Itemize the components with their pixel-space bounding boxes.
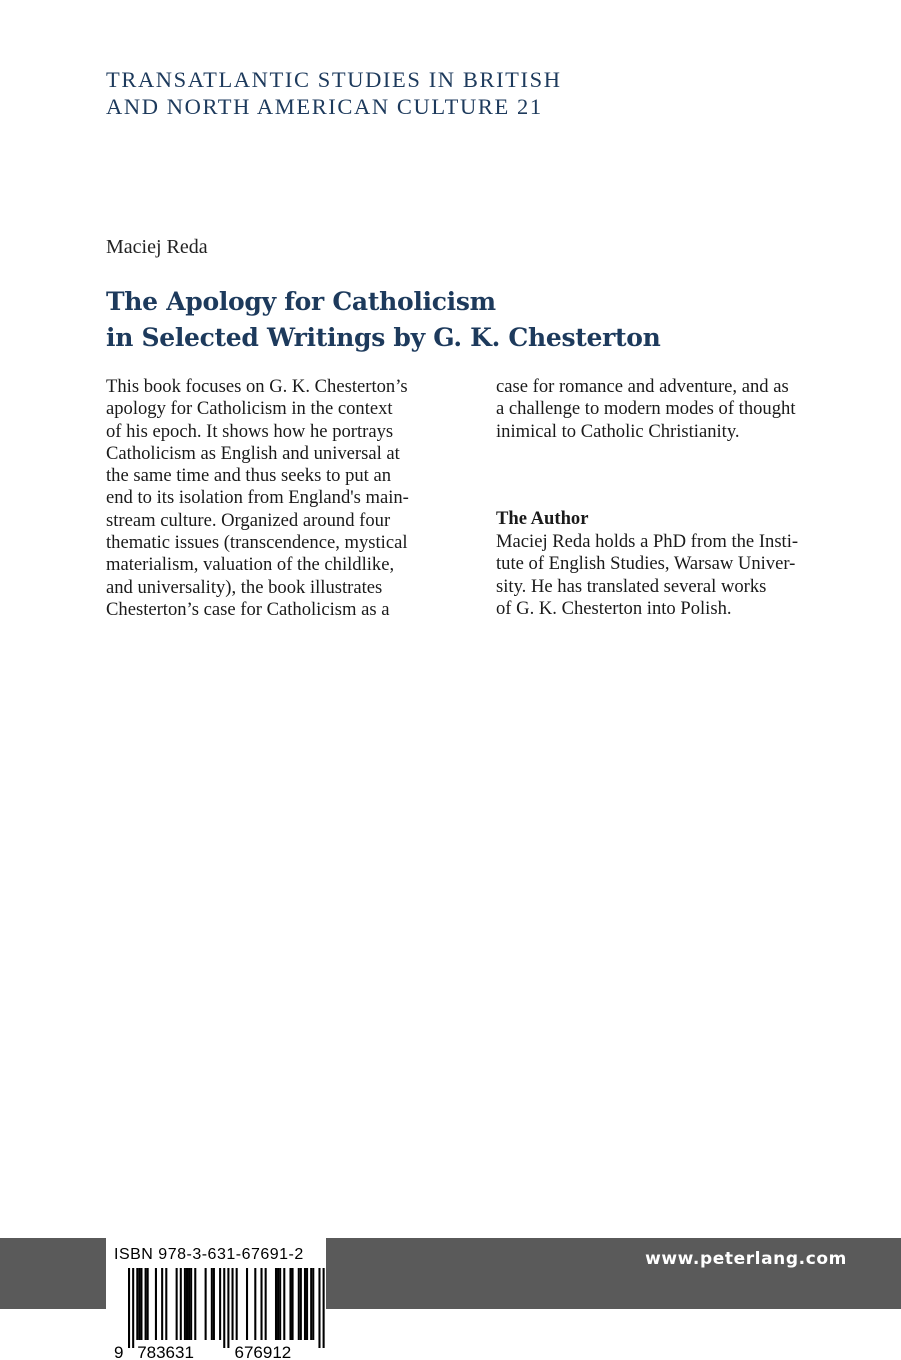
about-author-line: tute of English Studies, Warsaw Univer-	[496, 553, 796, 575]
barcode-bar	[161, 1268, 163, 1340]
barcode-bar	[136, 1268, 138, 1340]
blurb-line: This book focuses on G. K. Chesterton’s	[106, 376, 408, 397]
series-title	[106, 66, 806, 120]
barcode-box	[106, 1238, 326, 1360]
blurb-line: case for romance and adventure, and as	[496, 376, 789, 397]
barcode-bar	[292, 1268, 294, 1340]
barcode-bar	[254, 1268, 256, 1340]
blurb-line: stream culture. Organized around four	[106, 509, 391, 531]
series-title-line-2: AND NORTH AMERICAN CULTURE 21	[106, 94, 543, 119]
barcode-bar	[128, 1268, 130, 1348]
barcode-bar	[283, 1268, 285, 1340]
barcode-digits: 676912	[234, 1343, 292, 1360]
barcode-bar	[147, 1268, 149, 1340]
barcode-bar	[223, 1268, 225, 1348]
barcode-bar	[219, 1268, 221, 1340]
barcode-bar	[304, 1268, 306, 1340]
about-author-line: of G. K. Chesterton into Polish.	[496, 597, 732, 619]
isbn-barcode	[106, 1238, 326, 1360]
barcode-bar	[140, 1268, 142, 1340]
barcode-digits: 783631	[137, 1343, 194, 1360]
barcode-bar	[277, 1268, 279, 1340]
blurb-line: Catholicism as English and universal at	[106, 442, 400, 464]
barcode-bar	[184, 1268, 186, 1340]
barcode-bar	[246, 1268, 248, 1340]
blurb-line: inimical to Catholic Christianity.	[496, 420, 740, 442]
book-title-line-2: in Selected Writings by G. K. Chesterton	[106, 323, 661, 352]
author-name: Maciej Reda	[106, 236, 208, 258]
barcode-bar	[180, 1268, 182, 1340]
barcode-bar	[260, 1268, 262, 1340]
barcode-bar	[155, 1268, 157, 1340]
blurb-line: end to its isolation from England's main-	[106, 487, 409, 509]
publisher-website: www.peterlang.com	[645, 1249, 847, 1269]
isbn-label: ISBN 978-3-631-67691-2	[114, 1246, 304, 1263]
barcode-bar	[312, 1268, 314, 1340]
barcode-bar	[211, 1268, 213, 1340]
barcode-bar	[138, 1268, 140, 1340]
barcode-bar	[265, 1268, 267, 1340]
barcode-bar	[318, 1268, 320, 1348]
about-author-line: Maciej Reda holds a PhD from the Insti-	[496, 531, 799, 552]
blurb-left-column	[106, 376, 476, 621]
barcode-bar	[145, 1268, 147, 1340]
book-title	[106, 284, 866, 356]
book-title-line-1: The Apology for Catholicism	[106, 287, 496, 316]
blurb-line: of his epoch. It shows how he portrays	[106, 420, 394, 442]
barcode-bar	[213, 1268, 215, 1340]
barcode-bar	[227, 1268, 229, 1348]
about-author-text	[496, 531, 798, 620]
barcode-bar	[236, 1268, 238, 1340]
barcode-digits: 9	[114, 1343, 124, 1360]
barcode-bar	[300, 1268, 302, 1340]
about-author-heading: The Author	[496, 508, 589, 529]
barcode-bar	[190, 1268, 192, 1340]
blurb-line: thematic issues (transcendence, mystical	[106, 532, 408, 554]
barcode-bar	[132, 1268, 134, 1348]
barcode-bar	[188, 1268, 190, 1340]
blurb-line: materialism, valuation of the childlike,	[106, 554, 395, 576]
barcode-bar	[232, 1268, 234, 1340]
barcode-bar	[165, 1268, 167, 1340]
blurb-right-column	[496, 376, 856, 443]
barcode-bar	[279, 1268, 281, 1340]
blurb-line: apology for Catholicism in the context	[106, 398, 393, 420]
barcode-bar	[323, 1268, 325, 1348]
blurb-line: and universality), the book illustrates	[106, 576, 383, 598]
barcode-bar	[194, 1268, 196, 1340]
barcode-bar	[186, 1268, 188, 1340]
barcode-bar	[275, 1268, 277, 1340]
blurb-line: a challenge to modern modes of thought	[496, 398, 796, 420]
blurb-line: Chesterton’s case for Catholicism as a	[106, 598, 390, 620]
barcode-bar	[306, 1268, 308, 1340]
barcode-bar	[310, 1268, 312, 1340]
series-title-line-1: TRANSATLANTIC STUDIES IN BRITISH	[106, 67, 562, 92]
barcode-bar	[298, 1268, 300, 1340]
barcode-bar	[176, 1268, 178, 1340]
about-author-line: sity. He has translated several works	[496, 575, 767, 597]
barcode-bar	[289, 1268, 291, 1340]
barcode-bar	[205, 1268, 207, 1340]
blurb-line: the same time and thus seeks to put an	[106, 465, 392, 487]
